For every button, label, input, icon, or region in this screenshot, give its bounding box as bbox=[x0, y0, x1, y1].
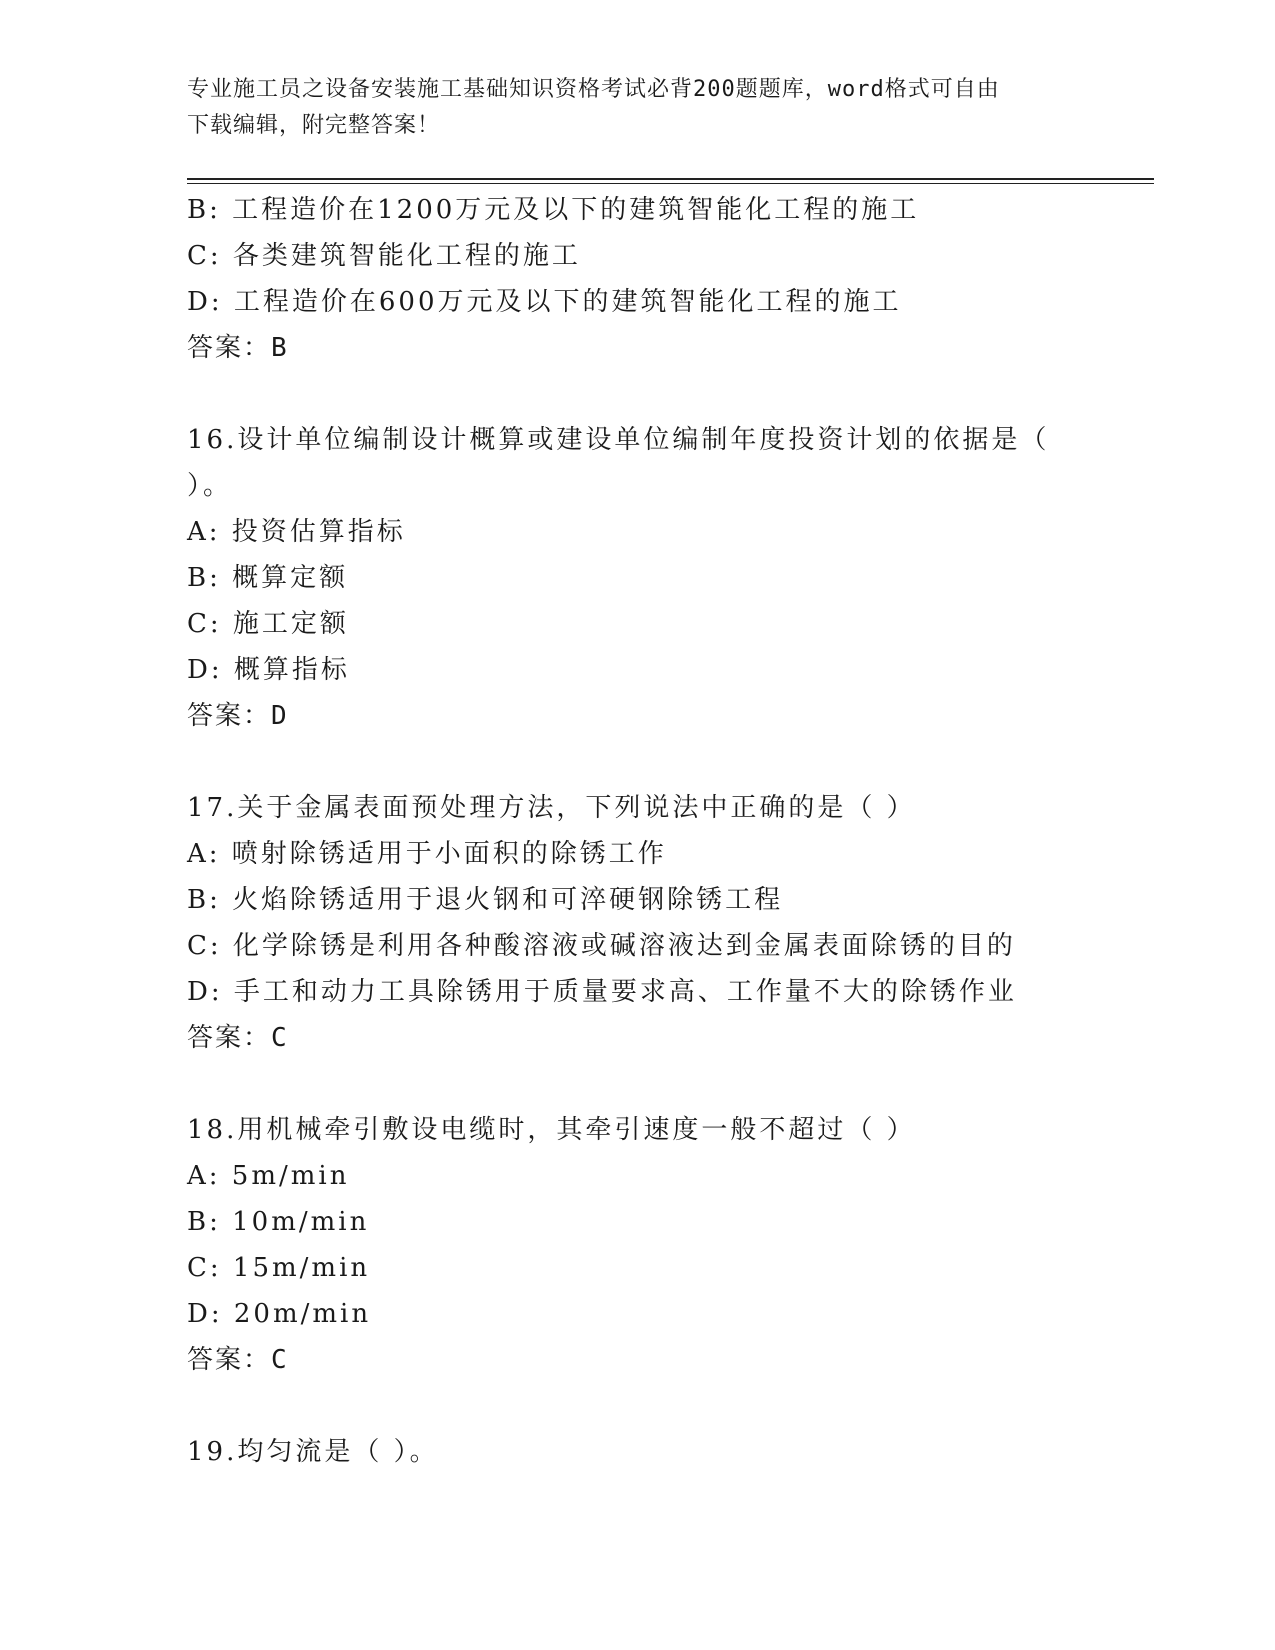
answer-line: 答案：C bbox=[187, 1023, 289, 1053]
header-title-line-1: 专业施工员之设备安装施工基础知识资格考试必背200题题库，word格式可自由 bbox=[187, 77, 1000, 102]
answer-line: 答案：C bbox=[187, 1345, 289, 1375]
question-stem-continued: ）。 bbox=[187, 471, 233, 501]
question-stem: 19.均匀流是（ ）。 bbox=[187, 1437, 439, 1467]
spacer bbox=[187, 739, 1087, 785]
option-d: D: 手工和动力工具除锈用于质量要求高、工作量不大的除锈作业 bbox=[187, 977, 1017, 1007]
header-title-line-2: 下载编辑，附完整答案！ bbox=[187, 113, 441, 138]
spacer bbox=[187, 1061, 1087, 1107]
question-stem: 16.设计单位编制设计概算或建设单位编制年度投资计划的依据是（ bbox=[187, 425, 1050, 455]
option-d: D: 20m/min bbox=[187, 1299, 372, 1329]
answer-line: 答案：B bbox=[187, 333, 289, 363]
option-a: A: 5m/min bbox=[187, 1161, 350, 1191]
spacer bbox=[187, 1383, 1087, 1429]
question-15-tail bbox=[187, 187, 1087, 371]
option-b: B: 工程造价在1200万元及以下的建筑智能化工程的施工 bbox=[187, 195, 920, 225]
question-stem: 17.关于金属表面预处理方法，下列说法中正确的是（ ） bbox=[187, 793, 916, 823]
question-stem: 18.用机械牵引敷设电缆时，其牵引速度一般不超过（ ） bbox=[187, 1115, 916, 1145]
question-19 bbox=[187, 1429, 1087, 1475]
option-c: C: 15m/min bbox=[187, 1253, 371, 1283]
option-c: C: 化学除锈是利用各种酸溶液或碱溶液达到金属表面除锈的目的 bbox=[187, 931, 1016, 961]
document-header bbox=[187, 72, 1087, 144]
option-b: B: 火焰除锈适用于退火钢和可淬硬钢除锈工程 bbox=[187, 885, 784, 915]
question-17 bbox=[187, 785, 1087, 1061]
header-divider-thin bbox=[187, 183, 1154, 184]
option-c: C: 施工定额 bbox=[187, 609, 349, 639]
option-d: D: 工程造价在600万元及以下的建筑智能化工程的施工 bbox=[187, 287, 902, 317]
option-c: C: 各类建筑智能化工程的施工 bbox=[187, 241, 581, 271]
option-b: B: 概算定额 bbox=[187, 563, 349, 593]
question-18 bbox=[187, 1107, 1087, 1383]
question-16 bbox=[187, 417, 1087, 739]
header-divider-thick bbox=[187, 178, 1154, 180]
option-a: A: 投资估算指标 bbox=[187, 517, 406, 547]
answer-line: 答案：D bbox=[187, 701, 289, 731]
question-list bbox=[187, 187, 1087, 1475]
spacer bbox=[187, 371, 1087, 417]
option-d: D: 概算指标 bbox=[187, 655, 350, 685]
option-b: B: 10m/min bbox=[187, 1207, 370, 1237]
option-a: A: 喷射除锈适用于小面积的除锈工作 bbox=[187, 839, 667, 869]
